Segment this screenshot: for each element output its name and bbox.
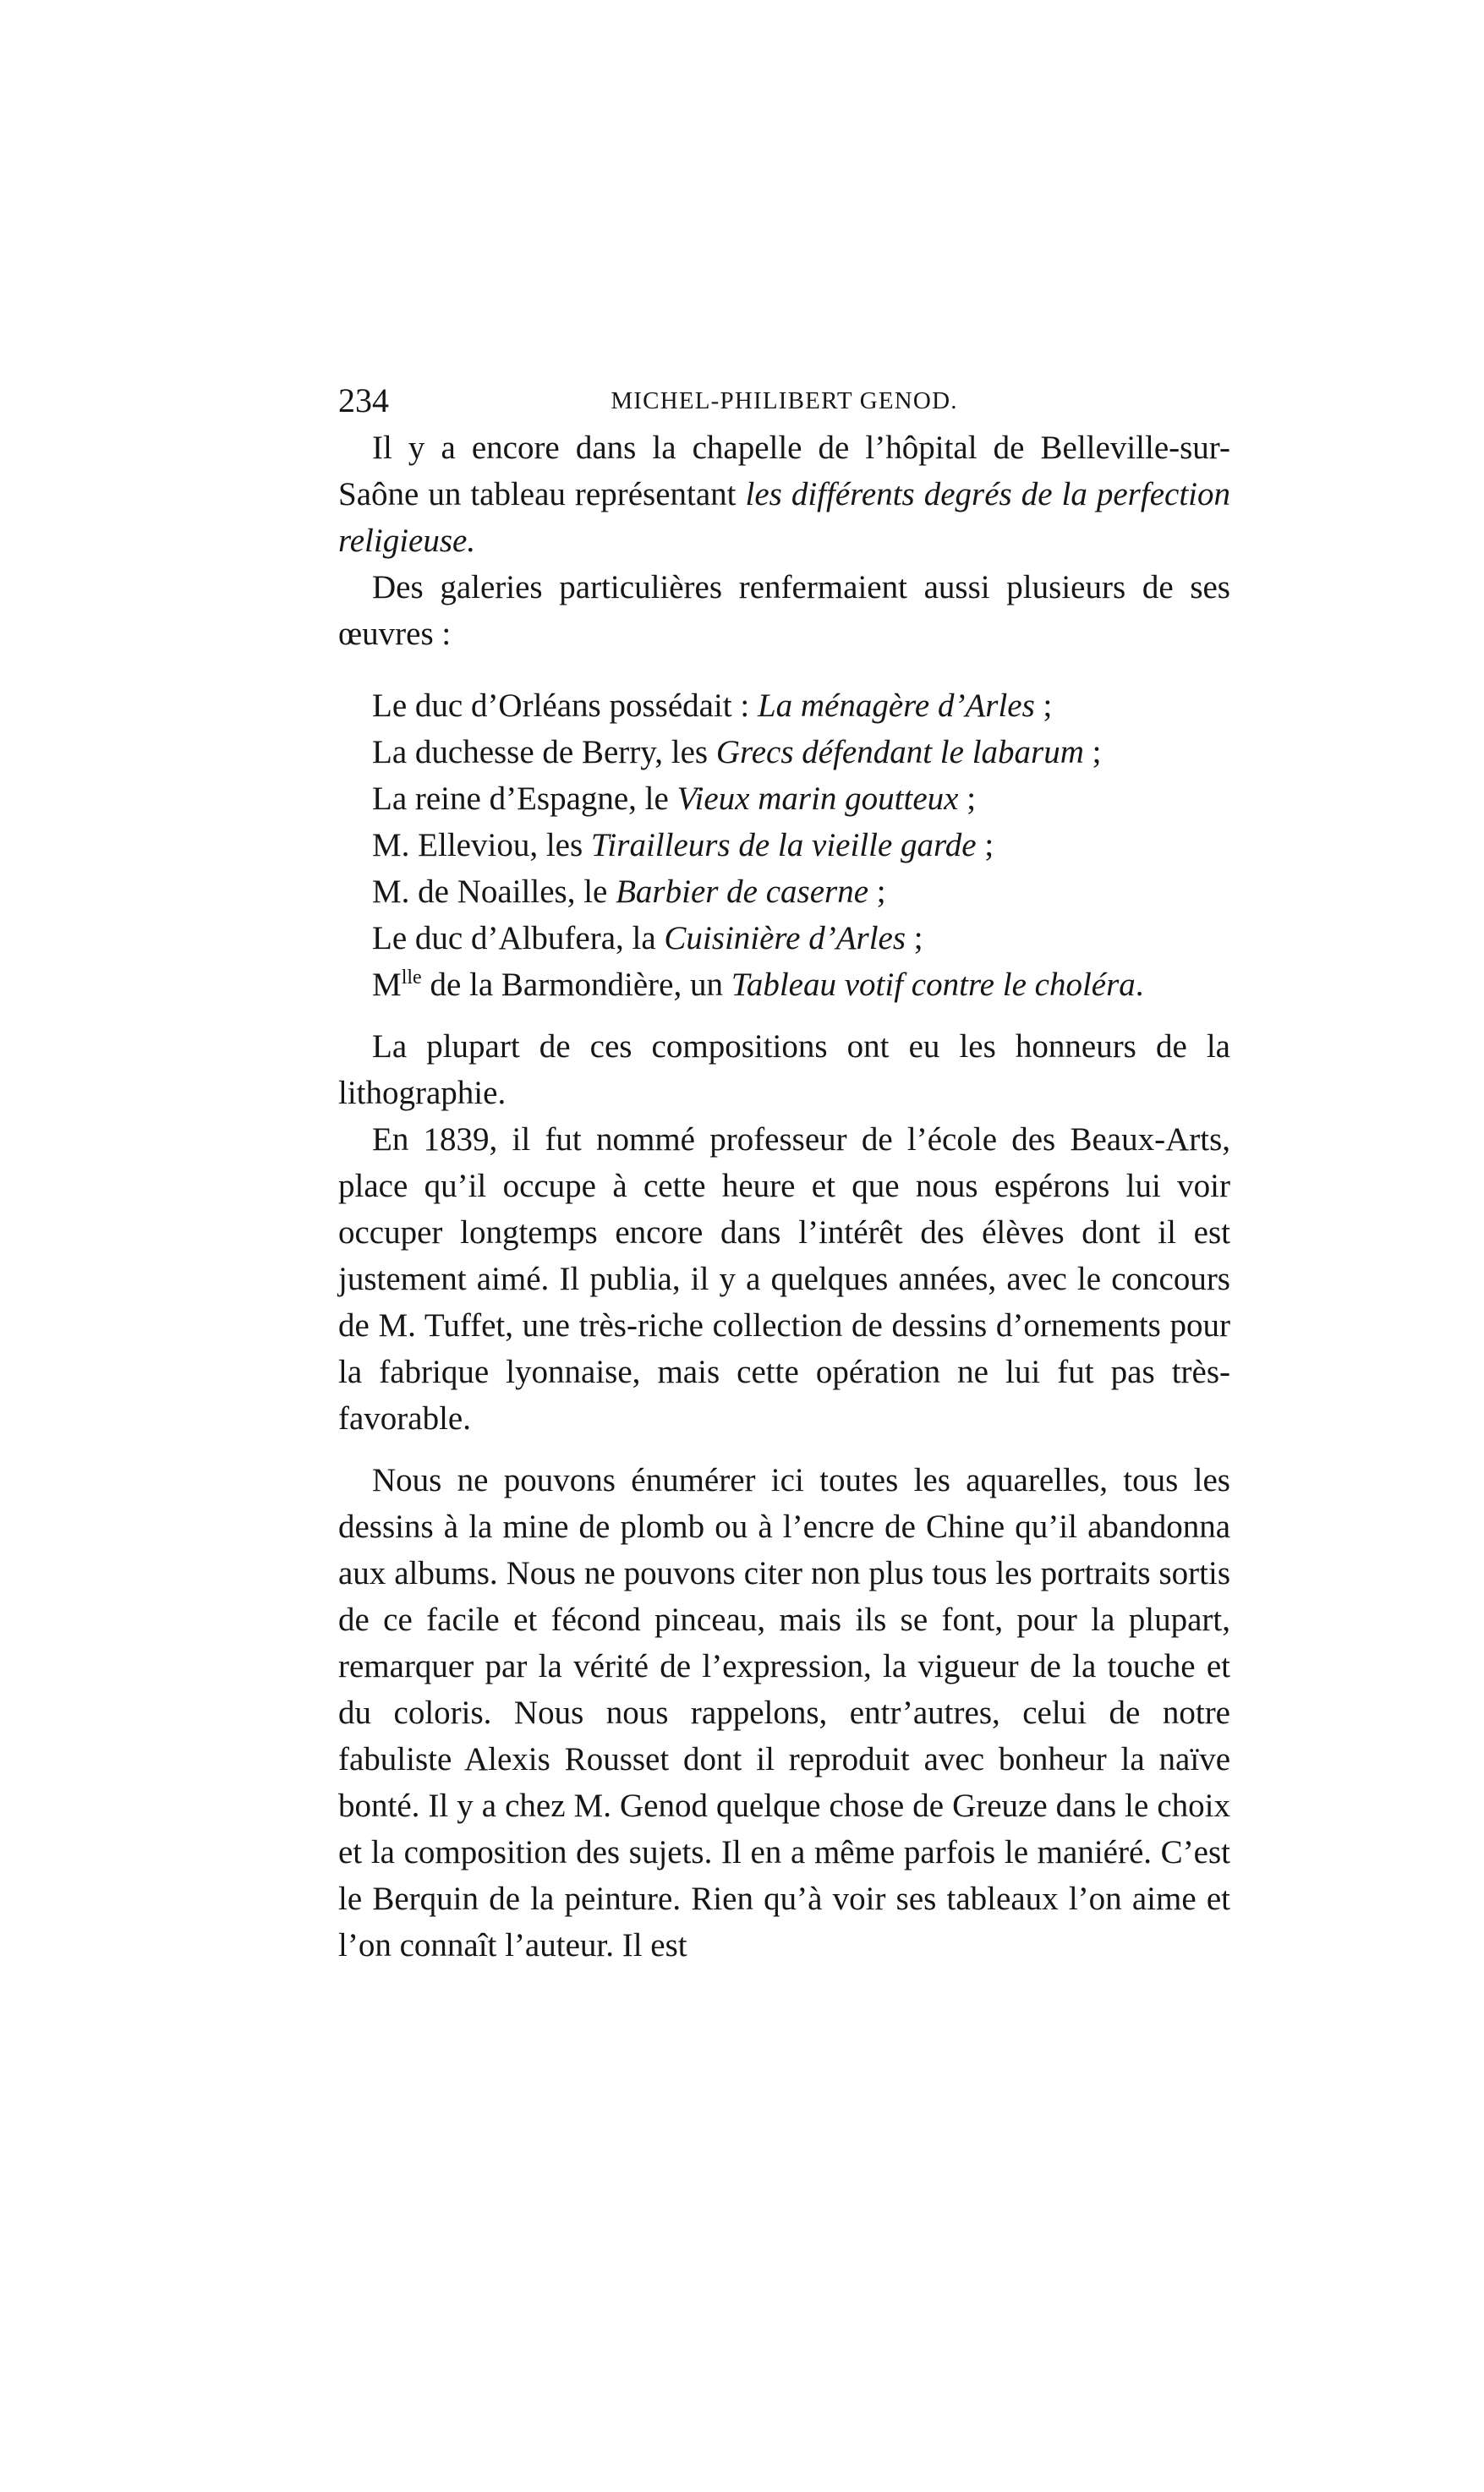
- owner-entry: [372, 682, 1230, 729]
- paragraph-portraits: Nous ne pouvons énumérer ici toutes les aquarelles, tous les dessins à la mine de plomb ou à l’encre de Chine qu’il abandonna aux albums. Nous ne pouvons citer non plus tous les portraits sortis de ce facile et fécond pinceau, mais ils se font, pour la plupart, remarquer par la vérité de l’expression, la vigueur de la touche et du coloris. Nous nous rappelons, entr’autres, celui de notre fabuliste Alexis Rousset dont il reproduit avec bonheur la naïve bonté. Il y a chez M. Genod quelque chose de Greuze dans le choix et la composition des sujets. Il en a même parfois le maniéré. C’est le Berquin de la peinture. Rien qu’à voir ses tableaux l’on aime et l’on connaît l’auteur. Il est: [338, 1462, 1230, 1963]
- owners-list: [338, 682, 1230, 1008]
- paragraph-galleries: Des galeries particulières renfermaient aussi plusieurs de ses œuvres :: [338, 569, 1230, 652]
- work-title: Tableau votif contre le choléra: [731, 967, 1136, 1003]
- paragraph-chapel: [338, 424, 1230, 564]
- punctuation: ;: [958, 780, 977, 817]
- book-page: [338, 379, 1230, 1969]
- owner-name: La duchesse de Berry, les: [372, 734, 716, 770]
- work-title: Cuisinière d’Arles: [664, 920, 906, 956]
- title-superscript: lle: [401, 967, 422, 989]
- punctuation: .: [1135, 967, 1144, 1003]
- owner-name: Le duc d’Albufera, la: [372, 920, 665, 956]
- owner-entry: [372, 775, 1230, 822]
- owner-name: Le duc d’Orléans possédait :: [372, 687, 758, 724]
- punctuation: ;: [906, 920, 923, 956]
- owner-name: M. de Noailles, le: [372, 874, 616, 910]
- owner-entry: [372, 868, 1230, 915]
- owner-entry: [372, 729, 1230, 775]
- owner-name: de la Barmondière, un: [421, 967, 731, 1003]
- work-title: La ménagère d’Arles: [757, 687, 1035, 724]
- punctuation: ;: [976, 827, 994, 863]
- page-number: 234: [338, 381, 389, 419]
- painting-title: les différents degrés de la perfection religieuse.: [338, 476, 1230, 559]
- paragraph-professor: En 1839, il fut nommé professeur de l’école des Beaux-Arts, place qu’il occupe à cette heure et que nous espérons lui voir occuper longtemps encore dans l’intérêt des élèves dont il est justement aimé. Il publia, il y a quelques années, avec le concours de M. Tuffet, une très-riche collection de dessins d’ornements pour la fabrique lyonnaise, mais cette opération ne lui fut pas très-favorable.: [338, 1121, 1230, 1437]
- owner-entry: [372, 822, 1230, 868]
- work-title: Barbier de caserne: [616, 874, 869, 910]
- punctuation: ;: [1034, 687, 1053, 724]
- work-title: Vieux marin goutteux: [676, 780, 959, 817]
- work-title: Grecs défendant le labarum: [715, 734, 1084, 770]
- owner-entry: [372, 915, 1230, 961]
- running-head: [338, 379, 1230, 423]
- owner-entry: [372, 961, 1230, 1008]
- owner-name: La reine d’Espagne, le: [372, 780, 677, 817]
- paragraph-chapel-text: Il y a encore dans la chapelle de l’hôpital de Belleville-sur-Saône un tableau représentant: [338, 430, 1230, 512]
- punctuation: ;: [868, 874, 886, 910]
- work-title: Tirailleurs de la vieille garde: [590, 827, 977, 863]
- owner-name: M. Elleviou, les: [372, 827, 591, 863]
- owner-name-prefix: M: [372, 967, 402, 1003]
- paragraph-lithography: La plupart de ces compositions ont eu les honneurs de la lithographie.: [338, 1028, 1230, 1111]
- punctuation: ;: [1083, 734, 1102, 770]
- running-title: MICHEL-PHILIBERT GENOD.: [611, 387, 958, 414]
